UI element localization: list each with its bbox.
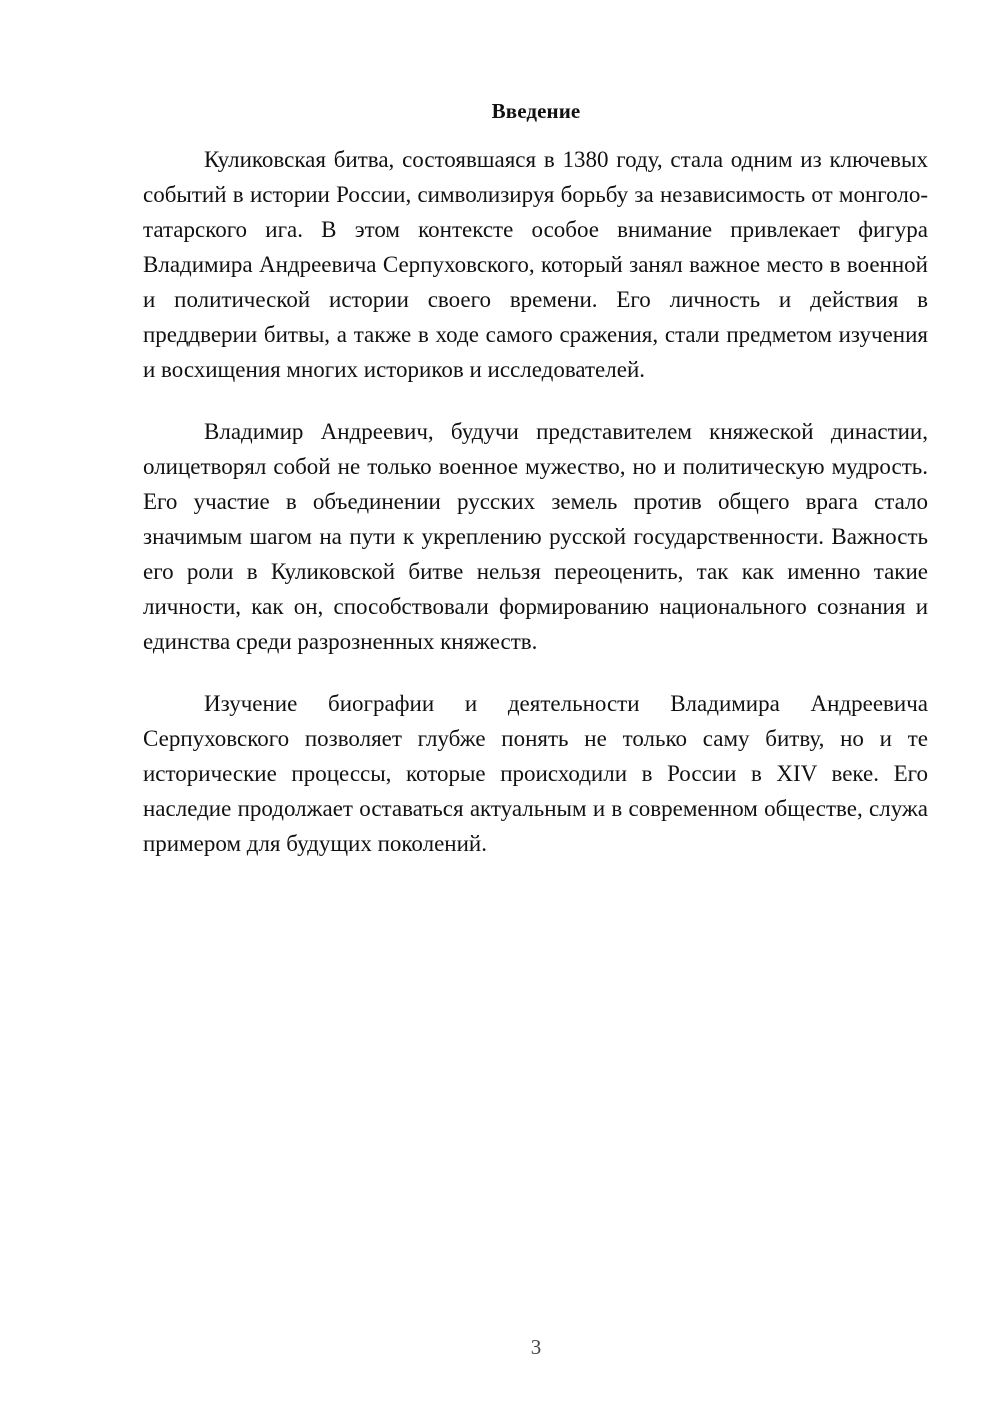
page-footer [0,1320,1000,1380]
page-number: 3 [530,1335,542,1359]
paragraph-2: Владимир Андреевич, будучи представителем княжеской династии, олицетворял собой не только военное мужество, но и политическую мудрость. Его участие в объединении русских земель против общего врага стало значимым шагом на пути к укреплению русской государственности. Важность его роли в Куликовской битве нельзя переоценить, так как именно такие личности, как он, способствовали формированию национального сознания и единства среди разрозненных княжеств. [143,419,928,654]
paragraph-3: Изучение биографии и деятельности Владимира Андреевича Серпуховского позволяет глубже понять не только саму битву, но и те исторические процессы, которые происходили в России в XIV веке. Его наследие продолжает оставаться актуальным и в современном обществе, служа примером для будущих поколений. [143,691,928,856]
document-body [143,142,928,888]
paragraph-1: Куликовская битва, состоявшаяся в 1380 году, стала одним из ключевых событий в истории России, символизируя борьбу за независимость от монголо-татарского ига. В этом контексте особое внимание привлекает фигура Владимира Андреевича Серпуховского, который занял важное место в военной и политической истории своего времени. Его личность и действия в преддверии битвы, а также в ходе самого сражения, стали предметом изучения и восхищения многих историков и исследователей. [143,147,928,382]
heading-container [0,0,1000,140]
section-heading: Введение [491,99,581,123]
